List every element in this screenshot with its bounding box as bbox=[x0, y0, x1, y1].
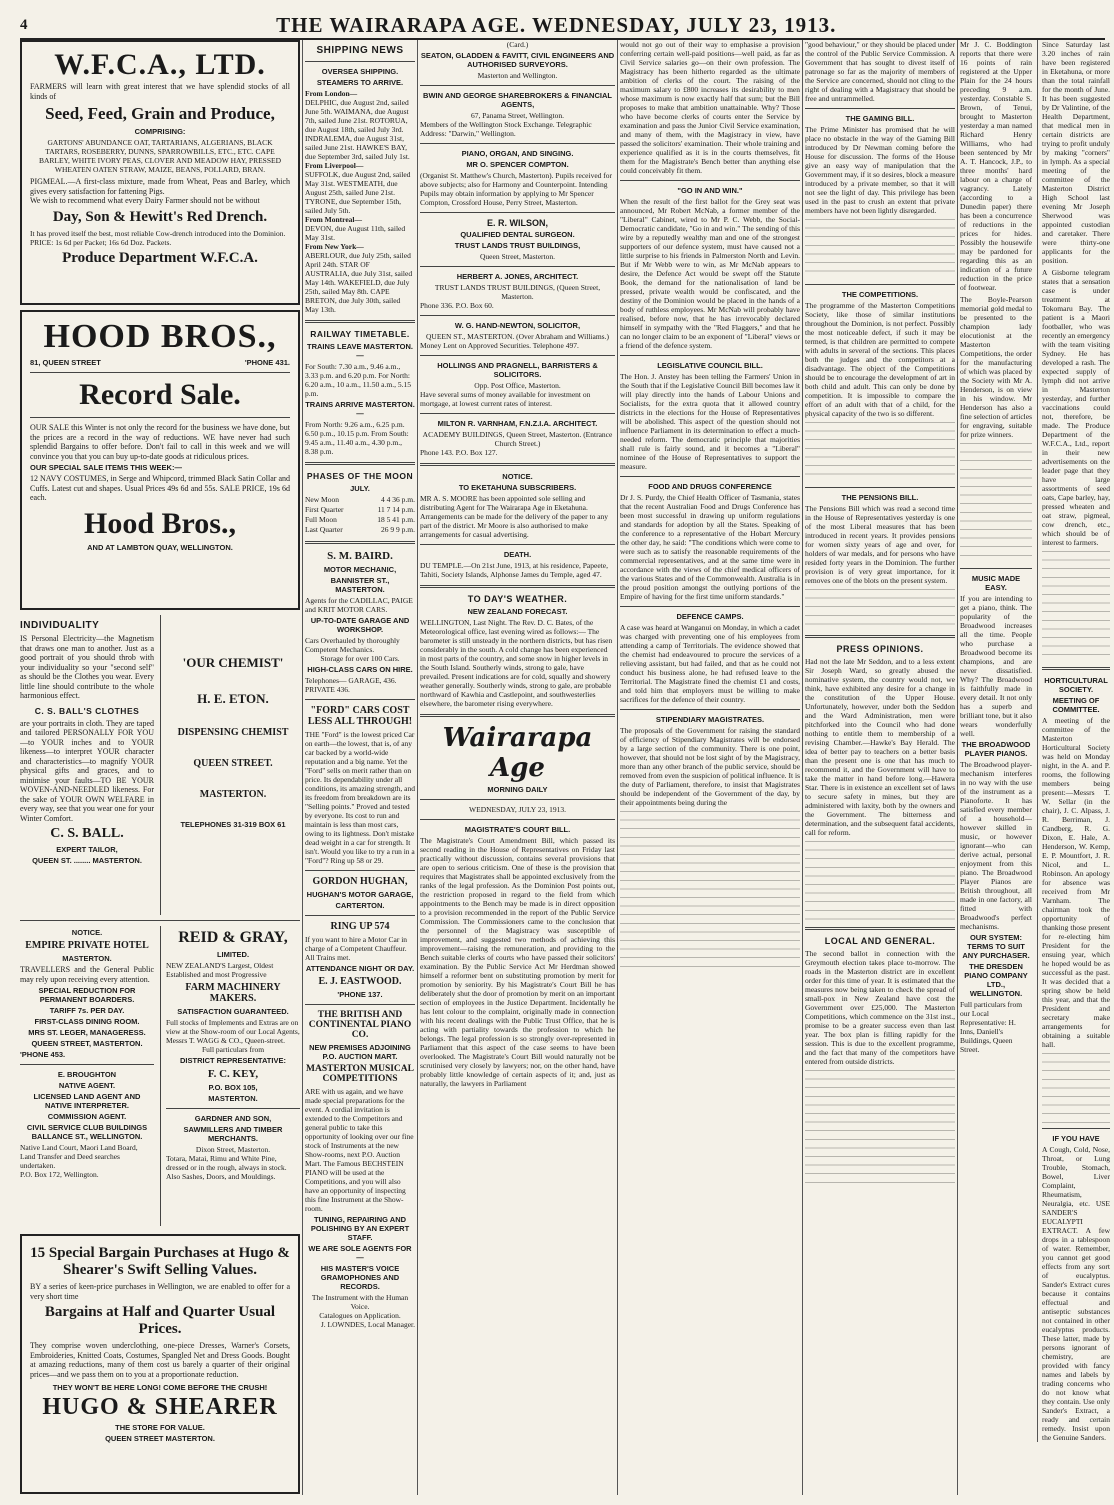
local-general-title: LOCAL AND GENERAL. bbox=[824, 936, 936, 946]
nameplate-subtitle: MORNING DAILY bbox=[487, 785, 548, 794]
reid-limited: LIMITED. bbox=[216, 950, 250, 959]
dresden-rep: Full particulars from our Local Representative: H. Inns, Daniell's Buildings, Queen Street. bbox=[960, 1000, 1023, 1054]
moon-row: First Quarter 11 7 14 p.m. bbox=[305, 505, 415, 514]
legislative-body: The Hon. J. Anstey has been telling the Farmers' Union in the South that if the Legislative Council Bill becomes law it will play directly into the hands of Labour Unions and Socialists, for the extra quota that it allowed country districts in the elections for the House of Representatives will be abolished. This aspect of the question should not influence Parliament in its determination to effect a much-needed reform. The democratic principle that majorities shall rule is fairly sound, and it becomes a "Liberal" nominee of the House of Representatives to support the measure. bbox=[620, 372, 800, 471]
competitions-title: THE COMPETITIONS. bbox=[841, 290, 919, 299]
broughton-role: NATIVE AGENT. bbox=[58, 1081, 116, 1090]
human-voice: The Instrument with the Human Voice. bbox=[311, 1293, 409, 1311]
hotel-phone: 'PHONE 453. bbox=[20, 1050, 66, 1059]
wfca-drench-note: It has proved itself the best, most reliable Cow-drench introduced into the Dominion. PRICE: 1s 6d per Packet; 16s 6d Doz. Packets. bbox=[30, 228, 286, 247]
text-continuation bbox=[960, 443, 1032, 563]
london-list: DELPHIC, due August 2nd, sailed June 5th. WAIMANA, due August 7th, sailed June 21st. ROTORUA, due August 18th, sailed July 3rd. INDRALEMA, due August 31st, sailed June 21st. HAWKE'S BAY, due September 3rd, sailed July 1st. bbox=[305, 98, 410, 161]
ball-address: QUEEN ST. ........ MASTERTON. bbox=[32, 856, 142, 865]
jones-phone: Phone 336. P.O. Box 60. bbox=[420, 301, 494, 310]
chemist-telephone: TELEPHONES 31-319 BOX 61 bbox=[180, 820, 286, 829]
stipendiary-title: STIPENDIARY MAGISTRATES. bbox=[655, 715, 765, 724]
eastwood-phone: 'PHONE 137. bbox=[337, 990, 383, 999]
moon-row: Last Quarter 26 9 9 p.m. bbox=[305, 525, 415, 534]
wfca-pigmeal: PIGMEAL.—A first-class mixture, made from Wheat, Peas and Barley, which gives every satisfaction for fattening Pigs. bbox=[30, 177, 290, 196]
wfca-list: GARTONS' ABUNDANCE OAT, TARTARIANS, ALGERIANS, BLACK TARTARS, ROSEBERRY, DUNNS, SPARROWBILLS, ETC., ETC. CAPE BARLEY, WHITE IVORY PEAS, CLOVER AND MEADOW HAY, PRESSED WHEATEN OATEN STRAW, MAIZE, BEANS, POLLARD, BRAN. bbox=[38, 138, 282, 174]
gisborne-news: A Gisborne telegram states that a sensation case is under treatment at Tokomaru Bay. The patient is a Maori footballer, who was recently an emergency with the team visiting Sydney. He has developed a rash. The expected supply of lymph did not arrive in Masterton yesterday, and further vaccinations could not, therefore, be made. The Produce Department of the W.F.C.A., Ltd., report in their new advertisements on the leader page that they have large assortments of seed oats, Cape barley, hay, pressed wheaten and oat straw, pigmeal, cow drench, etc., which should be of interest to farmers. bbox=[1042, 268, 1110, 547]
wfca-headline: Seed, Feed, Grain and Produce, bbox=[45, 104, 275, 123]
ball-chemist-row bbox=[20, 615, 300, 915]
varnham-address: ACADEMY BUILDINGS, Queen Street, Masterton. (Entrance Church Street.) bbox=[422, 430, 613, 448]
broughton-body: Native Land Court, Maori Land Board, Land Transfer and Deed searches undertaken. bbox=[20, 1143, 138, 1170]
baird-telephone: Telephones— GARAGE, 436. PRIVATE 436. bbox=[305, 676, 397, 694]
hotel-body: TRAVELLERS and the General Public may rely upon receiving every attention. bbox=[20, 965, 154, 984]
music-easy-title: MUSIC MADE EASY. bbox=[971, 574, 1021, 592]
column-rule bbox=[617, 40, 618, 1495]
hughan-role: HUGHAN'S MOTOR GARAGE, bbox=[306, 890, 414, 899]
hotel-name: EMPIRE PRIVATE HOTEL bbox=[25, 940, 149, 951]
column-local-news-text bbox=[960, 40, 1110, 1495]
chemist-street: QUEEN STREET. bbox=[193, 758, 273, 769]
moon-month: JULY. bbox=[350, 484, 370, 493]
text-continuation bbox=[805, 422, 955, 482]
baird-storage: Storage for over 100 Cars. bbox=[320, 654, 400, 663]
local-news-medal: The Boyle-Pearson memorial gold medal to be presented to the champion lady elocutionist at the Masterton Competitions, the order for the manufacturing of which was placed by the Society with Mr A. Henderson, is on view in his window. Mr Henderson has also a fine selection of articles for engraving, suitable for prize winners. bbox=[960, 295, 1032, 439]
defence-body: A case was heard at Wanganui on Monday, in which a cadet was charged with preventing one of his employees from attending a camp of Territorials. The evidence showed that the chemist had endeavoured to procure the services of a relieving assistant, but had failed, and that as he could not conduct his business alone, he had refused leave to the Territorial. The Magistrate fined the chemist £1 and costs, and told him that employers must be willing to make sacrifices for the defence of their country. bbox=[620, 623, 800, 704]
tuning: TUNING, REPAIRING AND POLISHING BY AN EXPERT STAFF. bbox=[310, 1215, 410, 1242]
gaming-body: The Prime Minister has promised that he will place no obstacle in the way of the Gaming Bill introduced by Dr Newman coming before the House for discussion. The forms of the House give an easy way of manipulation that the Government may, if it so desires, block a measure introduced by a private member, so that it will not see the light of day. This privilege has been used in the past to crush an extent that private members have not been lightly disregarded. bbox=[805, 125, 955, 215]
text-continuation bbox=[620, 811, 800, 971]
music-comp-body: ARE with us again, and we have made special preparations for the event. A cordial invitation is extended to the Competitors and general public to take this opportunity of looking over our fine stock of Instruments at the new Show-rooms, next P.O. Auction Mart. The Famous BECHSTEIN PIANO will be used at the Competitions, and you will also have an opportunity of inspecting this fine Instrument at the Show-room. bbox=[305, 1087, 414, 1213]
music-comp-title: MASTERTON MUSICAL COMPETITIONS bbox=[306, 1064, 414, 1084]
from-newyork: From New York— bbox=[305, 242, 364, 251]
liverpool-list: SUFFOLK, due August 2nd, sailed May 31st. WESTMEATH, due August 25th, sailed June 21st. TYRONE, due September 15th, sailed July 5th. bbox=[305, 170, 411, 215]
text-continuation bbox=[805, 841, 955, 921]
ball-role: EXPERT TAILOR, bbox=[56, 845, 118, 854]
shipping-title: SHIPPING NEWS bbox=[316, 45, 404, 56]
eketahuna-title: TO EKETAHUNA SUBSCRIBERS. bbox=[458, 483, 577, 492]
hood-bros-advert bbox=[20, 310, 300, 610]
baird-overhaul: Cars Overhauled by thoroughly Competent Mechanics. bbox=[305, 636, 400, 654]
gardner-name: GARDNER AND SON, bbox=[194, 1114, 272, 1123]
jones-address: TRUST LANDS TRUST BUILDINGS, (Queen Street, Masterton. bbox=[434, 283, 601, 301]
varnham-phone: Phone 143. P.O. Box 127. bbox=[420, 448, 498, 457]
column-rule bbox=[802, 40, 803, 1495]
column-rule bbox=[417, 40, 418, 1495]
defence-title: DEFENCE CAMPS. bbox=[676, 612, 744, 621]
chemist-role: DISPENSING CHEMIST bbox=[177, 727, 289, 738]
page-number: 4 bbox=[20, 16, 28, 33]
hood-body: OUR SALE this Winter is not only the record for the business we have done, but the prices are a record in the way of reductions. WE have never had such splendid Bargains to offer before. Don't fail to call in this week and we will convince you that you can buy up-to-date goods at ridiculous prices. bbox=[30, 423, 290, 461]
ball-advert bbox=[20, 615, 154, 915]
hugo-shearer-advert bbox=[20, 1234, 300, 1494]
ford-title: "FORD" CARS COST LESS ALL THROUGH! bbox=[307, 705, 413, 727]
from-liverpool: From Liverpool— bbox=[305, 161, 364, 170]
sanders-body: A Cough, Cold, Nose, Throat, or Lung Trouble, Stomach, Bowel, Liver Complaint, Rheumatism, Neuralgia, etc. USE SANDER'S EUCALYPTI EXTRACT. A few drops in a tablespoon of water. Remember, you cannot get good effects from any sort of eucalyptus. Sander's Extract cures because it contains effectual and antiseptic substances not contained in other eucalyptus products. These latter, made by persons ignorant of chemistry, are provided with fancy names and labels by trading concerns who do not know what they contain. Use only Sander's Extract, a ready and certain remedy. Insist upon the Genuine Sanders. bbox=[1042, 1145, 1110, 1442]
column-rule bbox=[302, 40, 303, 1495]
column-editorial-2 bbox=[620, 40, 800, 1495]
hotel-notice: NOTICE. bbox=[71, 928, 103, 937]
trains-arrive-times: From North: 9.26 a.m., 6.25 p.m. 6.50 p.m., 10.15 p.m. From South: 9.45 a.m., 11.40 a.m., 4.30 p.m., 8.38 p.m. bbox=[305, 420, 409, 456]
wfca-recommend: We wish to recommend what every Dairy Farmer should not be without bbox=[30, 196, 260, 205]
hotel-street: QUEEN STREET, MASTERTON. bbox=[31, 1039, 143, 1048]
eastwood-name: E. J. EASTWOOD. bbox=[318, 976, 402, 987]
hotel-manager: MRS ST. LEGER, MANAGERESS. bbox=[28, 1028, 146, 1037]
hotel-special: SPECIAL REDUCTION FOR PERMANENT BOARDERS. bbox=[38, 986, 136, 1004]
baird-role: MOTOR MECHANIC, bbox=[323, 565, 397, 574]
hotel-dining: FIRST-CLASS DINING ROOM. bbox=[34, 1017, 140, 1026]
hood-tagline: AND AT LAMBTON QUAY, WELLINGTON. bbox=[87, 542, 233, 552]
hand-body: Money Lent on Approved Securities. Telephone 497. bbox=[420, 341, 579, 350]
hotel-advert bbox=[20, 926, 154, 1226]
terms: OUR SYSTEM: TERMS TO SUIT ANY PURCHASER. bbox=[962, 933, 1030, 960]
rain-news: Since Saturday last 3.20 inches of rain have been registered in Eketahuna, or more than the total rainfall for the month of June. It has been suggested by Dr Valintine, of the Health Department, that medical men in certain districts are trying to profit unduly by making "corners" in lymph. As a special meeting of the committee of the Masterton District High School last evening Mr Joseph Sherwood was appointed custodian and caretaker. There were thirty-one applicants for the position. bbox=[1042, 40, 1110, 265]
masthead bbox=[20, 12, 1105, 40]
oversea-title: OVERSEA SHIPPING. bbox=[321, 67, 399, 76]
eketahuna-body: MR A. S. MOORE has been appointed sole selling and distributing Agent for The Wairarapa Age in Eketahuna. Arrangements can be made for the delivery of the paper to any part of the district. Mr Moore is also authorised to make arrangements for casual advertising. bbox=[420, 494, 609, 539]
moon-title: PHASES OF THE MOON bbox=[306, 471, 414, 481]
press-opinions-body: Had not the late Mr Seddon, and to a less extent Sir Joseph Ward, so greatly abused the nominative system, the country would not, we think, have exhibited any desire for a change in the constitution of the Upper House. Unfortunately, however, under both the Seddon and the Ward Administration, men were pitchforked into the Council who had done nothing to entitle them to membership of a revising Chamber.—Hawke's Bay Herald. The idea of better pay to teachers on a better basis than the present one is one that has much to recommend it, and the Government will have to take the matter in hand before long.—Hawera Star. There is in existence an excellent set of laws to secure safety in mines, but they are administered with laxity, both by the owners and the Government. The bitterness and determination, and the subsequent fatal accidents, call for reform. bbox=[805, 657, 955, 837]
hotel-reid-row bbox=[20, 926, 300, 1226]
hotel-town: MASTERTON. bbox=[62, 954, 112, 963]
nameplate: Wairarapa Age bbox=[442, 723, 593, 783]
gaming-title: THE GAMING BILL. bbox=[845, 114, 915, 123]
reid-particulars: Full particulars from bbox=[201, 1045, 265, 1054]
broughton-buildings: CIVIL SERVICE CLUB BUILDINGS BALLANCE ST., WELLINGTON. bbox=[26, 1123, 148, 1141]
reid-makers: FARM MACHINERY MAKERS. bbox=[185, 982, 281, 1004]
hugo-body2: They comprise woven underclothing, one-piece Dresses, Warner's Corsets, Embroideries, Knitted Coats, Costumes, Spangled Net and Dress Goods. Bought at amazing reductions, many of them cost us barely a quarter of their original prices—and we pass them on to you at a proportionate reduction. bbox=[30, 1341, 290, 1379]
chemist-title: 'OUR CHEMIST' bbox=[182, 655, 284, 670]
go-in-and-win-title: "GO IN AND WIN." bbox=[677, 186, 743, 195]
text-continuation bbox=[805, 1070, 955, 1190]
steamers-title: STEAMERS TO ARRIVE. bbox=[316, 78, 404, 87]
wfca-comprising: COMPRISING: bbox=[134, 127, 186, 136]
wfca-advert bbox=[20, 40, 300, 305]
hollings-address: Opp. Post Office, Masterton. bbox=[474, 381, 561, 390]
baird-garage: UP-TO-DATE GARAGE AND WORKSHOP. bbox=[310, 616, 410, 634]
hotel-tariff: TARIFF 7s. PER DAY. bbox=[49, 1006, 125, 1015]
ball-body: IS Personal Electricity—the Magnetism that draws one man to another. Just as a good portrait of you should throb with your individuality so your "second self" as should be the Clothes you wear. Every little line should contribute to the whole harmonious effect. bbox=[20, 634, 154, 700]
wilson-role: QUALIFIED DENTAL SURGEON. bbox=[460, 230, 575, 239]
magistrate-title: MAGISTRATE'S COURT BILL. bbox=[464, 825, 571, 834]
railway-title: RAILWAY TIMETABLE. bbox=[310, 329, 410, 339]
hugo-title: 15 Special Bargain Purchases at Hugo & Shearer's Swift Selling Values. bbox=[30, 1245, 290, 1278]
wfca-drench: Day, Son & Hewitt's Red Drench. bbox=[52, 208, 268, 225]
competitions-body: The programme of the Masterton Competitions Society, like those of similar institutions throughout the Dominion, is not perfect. Possibly the most noticeable defect, if such it may be termed, is that children are permitted to compete with adults in several of the sections. This places both the judges and the competitors at a disadvantage. The object of the Competitions should be to encourage the development of art in both child and adult. This can only be done by competition. It is impossible to compare the effort of an adult with that of a child, for the physical capacity of the two is so different. bbox=[805, 301, 955, 418]
death-heading: DEATH. bbox=[503, 550, 532, 559]
piano-company: THE BRITISH AND CONTINENTAL PIANO CO. bbox=[308, 1010, 412, 1040]
go-in-and-win-body: When the result of the first ballot for the Grey seat was announced, Mr Robert McNab, a former member of the "Liberal" Cabinet, wired to Mr P. C. Webb, the Social-Democratic candidate, "Go in and win." The sending of this wire by a reputedly wealthy man and one of the strongest supporters of our defence system, must have caused not a little surprise to his friends in Palmerston North and Levin. But if Mr Webb were to win, as Mr McNab appears to desire, the Defence Act would be swept off the Statute Book, the demand for the nationalisation of land be pressed, private wealth would be confiscated, and the destiny of the Dominion would be placed in the hands of a body of ruthless employees. Mr McNab will probably have realised, before now, that he has irrevocably declared himself in sympathy with the "Red Flaggers," and that he can no longer claim to be an exponent of "Liberal" views or a friend of the defence system. bbox=[620, 197, 800, 350]
seaton-town: Masterton and Wellington. bbox=[477, 71, 558, 80]
text-continuation bbox=[1042, 551, 1110, 661]
seaton-card: SEATON, GLADDEN & FAVITT, CIVIL ENGINEERS AND AUTHORISED SURVEYORS. bbox=[420, 51, 615, 69]
gardner-role: SAWMILLERS AND TIMBER MERCHANTS. bbox=[183, 1125, 283, 1143]
hugo-bargains: Bargains at Half and Quarter Usual Prices. bbox=[44, 1304, 276, 1337]
reid-gray-advert bbox=[160, 926, 300, 1226]
column-editorial-3 bbox=[805, 40, 955, 1495]
ball-subheading: C. S. BALL'S CLOTHES bbox=[34, 705, 140, 716]
hugo-brand: HUGO & SHEARER bbox=[42, 1394, 278, 1420]
from-london: From London— bbox=[305, 89, 358, 98]
local-news-right bbox=[1037, 40, 1110, 1442]
weather-title: TO DAY'S WEATHER. bbox=[467, 594, 568, 604]
ball-name: C. S. BALL. bbox=[50, 826, 124, 841]
newyork-list: ABERLOUR, due July 25th, sailed April 24th. STAR OF AUSTRALIA, due July 31st, sailed May 14th. WAKEFIELD, due July 25th, sailed May 8th. CAPE BRETON, due July 30th, sailed May 13th. bbox=[305, 251, 413, 314]
hollings-body: Have several sums of money available for investment on mortgage, at lowest current rates of interest. bbox=[420, 390, 591, 408]
trains-leave: TRAINS LEAVE MASTERTON.— bbox=[307, 342, 413, 360]
music-easy-body: If you are intending to get a piano, think. The popularity of the Broadwood increases all the time. People who purchase a Broadwood become its champions, and are never dissatisfied. Why? The Broadwood is faithfully made in every detail. It not only has a superb and brilliant tone, but it also wears wonderfully well. bbox=[960, 594, 1032, 738]
broughton-box: P.O. Box 172, Wellington. bbox=[20, 1170, 99, 1179]
sole-agents: WE ARE SOLE AGENTS FOR— bbox=[308, 1244, 412, 1262]
stipendiary-body: The proposals of the Government for raising the standard of efficiency of Stipendiary Magistrates will be endorsed by a large section of the community. There is one point, however, that should not be lost sight of by the Magistracy, more than any other branch of the public service, should be removed from even the suspicion of political influence. It is the duty of Parliament, therefore, to insist that Magistrates should be independent of the Government of the day, by their appointments being during the bbox=[620, 726, 800, 807]
food-drugs-title: FOOD AND DRUGS CONFERENCE bbox=[648, 482, 772, 491]
hollings-name: HOLLINGS AND PRAGNELL, BARRISTERS & SOLICITORS. bbox=[437, 361, 598, 379]
reid-town: MASTERTON. bbox=[208, 1094, 258, 1103]
catalogues: Catalogues on Application. bbox=[319, 1311, 401, 1320]
spencer-name: MR O. SPENCER COMPTON. bbox=[466, 160, 569, 169]
pensions-body: The Pensions Bill which was read a second time in the House of Representatives yesterday is one of the most Liberal measures that has been introduced in recent years. It provides pensions for women sixty years of age and over, for holders of war medals, and for persons who have resided forty years in the Dominion. The further provision is of very great importance, for it removes one of the blots on the present system. bbox=[805, 504, 955, 585]
trains-arrive: TRAINS ARRIVE MASTERTON.— bbox=[305, 400, 415, 418]
hand-address: QUEEN ST., MASTERTON. (Over Abraham and Williams.) bbox=[426, 332, 609, 341]
reid-rep: DISTRICT REPRESENTATIVE: bbox=[180, 1056, 286, 1065]
magistrate-body: The Magistrate's Court Amendment Bill, which passed its second reading in the House of Representatives on Friday last practically without discussion, contains several provisions that are open to serious criticism. One of these is the provision that requires that Magistrates shall be appointed exclusively from the ranks of the legal profession. As the Dominion Post points out, the restriction proposed in regard to the field from which appointments to the Bench may be made is in direct opposition to a provision recommended in the report of the Public Service Commission. The Commissioners came to the conclusion that the personnel of the Magistracy was susceptible of improvement, and suggested two methods of achieving this improvement—raising the remuneration, and providing to the Bench suitable clerks of courts who have passed their solicitors' examination. By the Public Service Act Mr Herdman showed himself a reformer bent on substituting promotion by merit for promotion by seniority. By his Magistrate's Court Bill he has deliberately shut the door of promotion by merit on an important section of employees in the Justice Department. Incidentally he has lent colour to the complaint, originally made in connection with his recent dealings with the Public Trust Office, that he is acting with partiality towards the profession to which he belongs. The legal profession is so strongly over-represented in Parliament that this aspect of the case seems to have been overlooked. The Magistrate's Court Bill would naturally not be scrutinised very closely by lawyers; nor, on the other hand, have probably little knowledge of certain aspects of it; and, just as naturally, the lawyers in Parliament bbox=[420, 836, 615, 1088]
broughton-commission: COMMISSION AGENT. bbox=[47, 1112, 127, 1121]
horticultural-body: A meeting of the committee of the Masterton Horticultural Society was held on Monday night, in the A. and P. rooms, the following members being present:—Messrs T. W. Sellar (in the chair), J. C. Alpass, J. R. Berriman, J. Candberg, R. G. Dixon, E. Hale, A. Henderson, W. Kemp, E. P. Mountfort, J. R. Nicol, and L. Robinson. An apology for absence was received from Mr Varnham. The chairman took the opportunity of thanking those present for re-electing him President for the ensuing year, which he hoped would be as successful as the past. It was decided that a spring show be held this year, and that the President and secretary make arrangements for obtaining a suitable hall. bbox=[1042, 716, 1110, 1049]
player-pianos: THE BROADWOOD PLAYER PIANOS. bbox=[961, 740, 1031, 758]
text-continuation bbox=[805, 219, 955, 279]
horticultural-title: HORTICULTURAL SOCIETY. bbox=[1044, 676, 1108, 694]
baird-street: BANNISTER ST., MASTERTON. bbox=[330, 576, 390, 594]
pensions-title: THE PENSIONS BILL. bbox=[841, 493, 919, 502]
hood-sale-title: Record Sale. bbox=[79, 378, 241, 411]
ford-body: THE "Ford" is the lowest priced Car on earth—the lowest, that is, of any car backed by a world-wide reputation and a big name. Yet the "Ford" sells on merit rather than on price. Its dependability under all conditions, its amazing strength, and its freedom from breakdown are its "Selling points." Proved and tested by everyone. Its cost to run and maintain is less than most cars, owing to its lightness. Don't mistake dead weight in a car for strength. It isn't. Would you like to try a run in a "Ford"? Ring up 58 or 29. bbox=[305, 730, 415, 865]
lowndes: J. LOWNDES, Local Manager. bbox=[320, 1320, 415, 1329]
legislative-title: LEGISLATIVE COUNCIL BILL. bbox=[657, 361, 763, 370]
horticultural-sub: MEETING OF COMMITTEE. bbox=[1052, 696, 1100, 714]
wilson-town: Queen Street, Masterton. bbox=[480, 252, 555, 261]
hood-specials: OUR SPECIAL SALE ITEMS THIS WEEK:— bbox=[30, 463, 182, 472]
hugo-tagline: THE STORE FOR VALUE. bbox=[115, 1423, 205, 1432]
card-label: (Card.) bbox=[506, 40, 529, 49]
from-montreal: From Montreal— bbox=[305, 215, 363, 224]
moon-row: Full Moon 18 5 41 p.m. bbox=[305, 515, 415, 524]
ball-body2: are your portraits in cloth. They are taped and tailored PERSONALLY FOR YOU—to YOUR inches and to YOUR likeness—to interpret YOUR character and characteristics—to magnify YOUR physical gifts and graces, and to minimise your faults—TO BE YOUR WOVEN-AND-NEEDLED likeness. For the sake of YOUR OWN WELFARE in every way, see that you wear one for your Winter Comfort. bbox=[20, 718, 154, 823]
wfca-brand: W.F.C.A., LTD. bbox=[54, 48, 266, 81]
text-continuation bbox=[805, 589, 955, 629]
editorial-date: WEDNESDAY, JULY 23, 1913. bbox=[469, 805, 566, 814]
local-news-left bbox=[960, 40, 1032, 1442]
bwin-card: BWIN AND GEORGE SHAREBROKERS & FINANCIAL AGENTS, bbox=[423, 91, 612, 109]
column-cards-editorial bbox=[420, 40, 615, 1495]
trains-leave-times: For South: 7.30 a.m., 9.46 a.m., 3.33 p.m. and 6.20 p.m. For North: 6.20 a.m., 10 a.m., 11.50 a.m., 5.15 p.m. bbox=[305, 362, 411, 398]
hand-name: W. G. HAND-NEWTON, SOLICITOR, bbox=[454, 321, 581, 330]
player-body: The Broadwood player-mechanism interferes in no way with the use of the instrument as a Pianoforte. It has satisfied every member of a household—however skilled in music, or however ignorant—who can derive actual, personal enjoyment from this piano. The Broadwood Player Pianos are British throughout, all made in one factory, all fitted with Broadwood's perfect mechanisms. bbox=[960, 760, 1032, 931]
wfca-intro: FARMERS will learn with great interest that we have splendid stocks of all kinds of bbox=[30, 82, 290, 101]
dresden: THE DRESDEN PIANO COMPANY LTD., WELLINGTON. bbox=[964, 962, 1028, 998]
reid-name: REID & GRAY, bbox=[178, 929, 288, 946]
hood-phone: 'PHONE 431. bbox=[244, 358, 290, 367]
moon-table bbox=[305, 495, 415, 535]
piano-premises: NEW PREMISES ADJOINING P.O. AUCTION MART. bbox=[309, 1043, 411, 1061]
montreal-list: DEVON, due August 11th, sailed May 31st. bbox=[305, 224, 406, 242]
jones-name: HERBERT A. JONES, ARCHITECT. bbox=[456, 272, 579, 281]
reid-rep-name: F. C. KEY, bbox=[207, 1068, 259, 1080]
hmv: HIS MASTER'S VOICE GRAMOPHONES AND RECORDS. bbox=[320, 1264, 400, 1291]
reid-box: P.O. BOX 105, bbox=[208, 1083, 258, 1092]
death-body: DU TEMPLE.—On 21st June, 1913, at his residence, Papeete, Tahiti, Society Islands, Alphonse James du Temple, aged 47. bbox=[420, 561, 608, 579]
press-opinions-title: PRESS OPINIONS. bbox=[836, 644, 924, 654]
ball-heading: INDIVIDUALITY bbox=[20, 620, 100, 631]
editorial-continued: would not go out of their way to emphasise a provision conferring certain well-paid positions—well paid, as far as Civil Service salaries go—on their own profession. The Magistracy has been hitherto regarded as the ultimate ambition of clerks of the court. The raising of the maximum salary to £800 increases its desirability to men whose maximum is now exactly half that sum; but the Bill proposes to make that ambition unattainable. Why? Those who have become clerks of courts enter the Service by examination and pass the Junior Civil Service examination, and many of them, with the Magistracy in view, have passed the solicitors' examination. Their whole training and experience qualified as it is in the courts themselves, fit them for the Magistrate's Bench better than anything else could conceivably fit them. bbox=[620, 40, 800, 175]
moon-row: New Moon 4 4 36 p.m. bbox=[305, 495, 415, 504]
if-you-have: IF YOU HAVE bbox=[1052, 1134, 1100, 1143]
hood-brand-footer: Hood Bros., bbox=[84, 506, 236, 540]
hood-address: 81, QUEEN STREET bbox=[30, 358, 101, 367]
ring-text: If you want to hire a Motor Car in charge of a Competent Chauffeur. All Trains met. bbox=[305, 935, 408, 962]
text-continuation bbox=[1042, 1053, 1110, 1123]
food-drugs-body: Dr J. S. Purdy, the Chief Health Officer of Tasmania, states that the recent Australian Food and Drugs Conference has been most successful in drawing up uniform regulations and standards for adoption by all the States. Speaking of the conference to a representative of the Hobart Mercury the other day, he said: "The conditions which were come to were such as to satisfy the reasonable requirements of the commercial representatives, and at the same time were in accordance with the views of the chief medical officers of the various States and of the Commonwealth. Australia is in the proud position amongst the outlying portions of the Empire of having for the first time uniform standards." bbox=[620, 493, 800, 601]
broughton-licensed: LICENSED LAND AGENT AND NATIVE INTERPRETER. bbox=[33, 1092, 141, 1110]
hughan-name: GORDON HUGHAN, bbox=[312, 876, 408, 887]
attendance: ATTENDANCE NIGHT OR DAY. bbox=[305, 964, 415, 973]
local-general-body: The second ballot in connection with the Greymouth election takes place to-morrow. The roads in the Masterton district are in excellent order for this time of year. It is estimated that the measures now being taken to check the spread of small-pox in New Zealand have cost the Government over £25,000. The Masterton Competitions, which commence on the 31st inst., promise to be a greater success even than last year. The box plan is filling rapidly for the session. This is due to the excellent programme, and the fact that many of the competitors have entered from outside districts. bbox=[805, 949, 955, 1066]
wilson-address: TRUST LANDS TRUST BUILDINGS, bbox=[454, 241, 581, 250]
chemist-name: H. E. ETON. bbox=[197, 691, 269, 706]
hood-item: 12 NAVY COSTUMES, in Serge and Whipcord, trimmed Black Satin Collar and Cuffs. Latest cut and shapes. Usual Prices 49s 6d and 55s. SALE PRICE, 19s 6d each. bbox=[30, 474, 290, 502]
gardner-body: Totara, Matai, Rimu and White Pine, dressed or in the rough, always in stock. Also Sashes, Doors, and Mouldings. bbox=[166, 1154, 287, 1181]
column-shipping bbox=[305, 40, 415, 1495]
ring-up: RING UP 574 bbox=[330, 921, 390, 932]
wfca-footer: Produce Department W.F.C.A. bbox=[62, 249, 258, 266]
hugo-body: BY a series of keen-price purchases in Wellington, we are enabled to offer for a very short time bbox=[30, 1282, 290, 1301]
stipendiary-continued: "good behaviour," or they should be placed under the control of the Public Service Commission. A Government that has sought to divest itself of patronage so far as the majority of members of the Service are concerned, should not cling to the right of dealing with a Magistracy that should be free and untrammelled. bbox=[805, 40, 955, 103]
hughan-town: CARTERTON. bbox=[335, 901, 385, 910]
column-rule bbox=[957, 40, 958, 1495]
local-news-intro: Mr J. C. Boddington reports that there were 16 points of rain registered at the Upper Plain for the 24 hours preceding 9 a.m. yesterday. Constable S. Brown, of Tenui, brought to Masterton yesterday a man named Richard Henry Williams, who had been sentenced by Mr A. T. Hancock, J.P., to three months' hard labour on a charge of vagrancy. Lately (according to a Dunedin paper) there has been a concurrence of reductions in the prices for hides. Possibly the housewife may be pardoned for regarding this as an indication of a future reduction in the price of footwear. bbox=[960, 40, 1032, 292]
varnham-name: MILTON R. VARNHAM, F.N.Z.I.A. ARCHITECT. bbox=[437, 419, 598, 428]
newspaper-title: THE WAIRARAPA AGE. WEDNESDAY, JULY 23, 1913. bbox=[276, 12, 837, 37]
weather-forecast: NEW ZEALAND FORECAST. bbox=[467, 607, 568, 616]
wilson-name: E. R. WILSON, bbox=[486, 218, 548, 228]
hood-brand: HOOD BROS., bbox=[43, 318, 277, 355]
spencer-title: PIANO, ORGAN, AND SINGING. bbox=[461, 149, 574, 158]
weather-body: WELLINGTON, Last Night. The Rev. D. C. Bates, of the Meteorological office, last evening wired as follows:— The barometer is still unsteady in the northern districts, but has risen considerably in the south. A cold change has been experienced in most parts of the country, and some snow in higher levels in the South Island. Southerly winds, strong to gale, have prevailed. Present indications are for cold, squally and showery weather generally. Southerly winds, strong to gale, are probable northward of Kawhia and Castlepoint, and southwesterlies elsewhere, the barometer rising everywhere. bbox=[420, 618, 613, 708]
notice-heading: NOTICE. bbox=[502, 472, 533, 481]
bwin-address: 67, Panama Street, Wellington. bbox=[471, 111, 564, 120]
chemist-town: MASTERTON. bbox=[199, 789, 267, 800]
baird-agents: Agents for the CADILLAC, PAIGE and KRIT MOTOR CARS. bbox=[305, 596, 413, 614]
hugo-crush: THEY WON'T BE HERE LONG! COME BEFORE THE CRUSH! bbox=[52, 1383, 268, 1392]
baird-hire: HIGH-CLASS CARS ON HIRE. bbox=[307, 665, 413, 674]
reid-stock: Full stocks of Implements and Extras are on view at the Show-room of our Local Agents, Messrs T. WAGG & CO., Queen-street. bbox=[166, 1018, 300, 1045]
reid-body: NEW ZEALAND'S Largest, Oldest Established and most Progressive bbox=[166, 961, 274, 979]
spencer-body: (Organist St. Matthew's Church, Masterton). Pupils received for above subjects; also for Harmony and Counterpoint. Intending Pupils may obtain information by applying to Mr Spencer Compton, Crossford House, Perry Street, Masterton. bbox=[420, 171, 613, 207]
gardner-street: Dixon Street, Masterton. bbox=[195, 1145, 271, 1154]
hugo-address: QUEEN STREET MASTERTON. bbox=[105, 1434, 215, 1443]
column-ads-left bbox=[20, 40, 300, 1495]
bwin-body: Members of the Wellington Stock Exchange. Telegraphic Address: "Darwin," Wellington. bbox=[420, 120, 592, 138]
chemist-advert bbox=[160, 615, 300, 915]
reid-guarantee: SATISFACTION GUARANTEED. bbox=[177, 1007, 289, 1016]
baird-name: S. M. BAIRD. bbox=[327, 550, 393, 562]
broughton-name: E. BROUGHTON bbox=[57, 1070, 117, 1079]
